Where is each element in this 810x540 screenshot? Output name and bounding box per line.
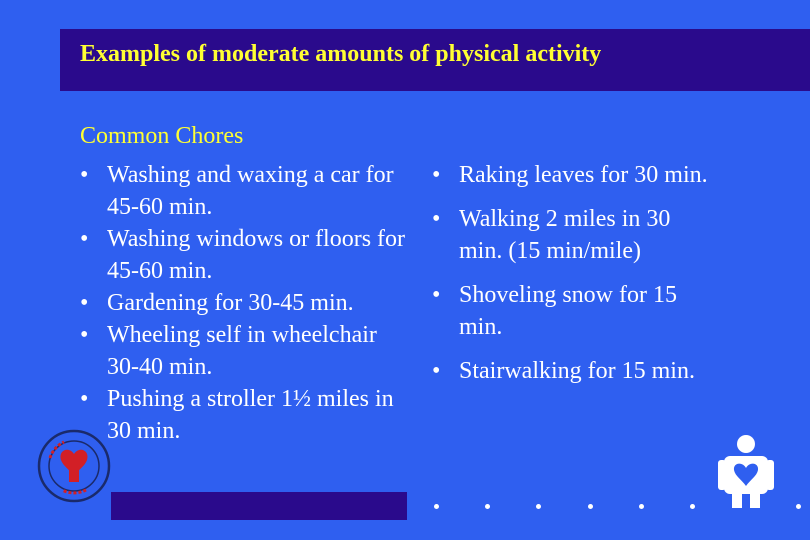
list-item: • Washing and waxing a car for 45-60 min. — [80, 159, 410, 223]
decorative-dot — [796, 504, 801, 509]
heart-mascot-icon — [718, 434, 774, 510]
public-health-seal-icon — [36, 428, 112, 504]
decorative-dot — [639, 504, 644, 509]
right-activity-list — [432, 159, 762, 399]
decorative-dot — [485, 504, 490, 509]
footer-bar — [111, 492, 407, 520]
list-item: • Pushing a stroller 1½ miles in 30 min. — [80, 383, 410, 447]
list-item-line: min. — [459, 314, 503, 340]
list-item: • Gardening for 30-45 min. — [80, 287, 410, 319]
left-activity-list — [80, 159, 410, 447]
list-item — [432, 279, 762, 343]
list-item-line: Walking 2 miles in 30 — [459, 206, 671, 232]
list-item — [432, 203, 762, 267]
decorative-dot — [588, 504, 593, 509]
list-item-line: Raking leaves for 30 min. — [459, 162, 708, 188]
section-heading: Common Chores — [80, 123, 244, 149]
list-item-line: Shoveling snow for 15 — [459, 282, 677, 308]
slide-title: Examples of moderate amounts of physical activity — [80, 41, 602, 67]
title-bar — [60, 29, 810, 91]
list-item — [432, 355, 762, 387]
list-item-line: min. (15 min/mile) — [459, 238, 641, 264]
list-item: • Wheeling self in wheelchair 30-40 min. — [80, 319, 410, 383]
list-item: • Washing windows or floors for 45-60 min. — [80, 223, 410, 287]
decorative-dot — [536, 504, 541, 509]
decorative-dot — [690, 504, 695, 509]
decorative-dot — [434, 504, 439, 509]
list-item-line: Stairwalking for 15 min. — [459, 358, 695, 384]
list-item — [432, 159, 762, 191]
